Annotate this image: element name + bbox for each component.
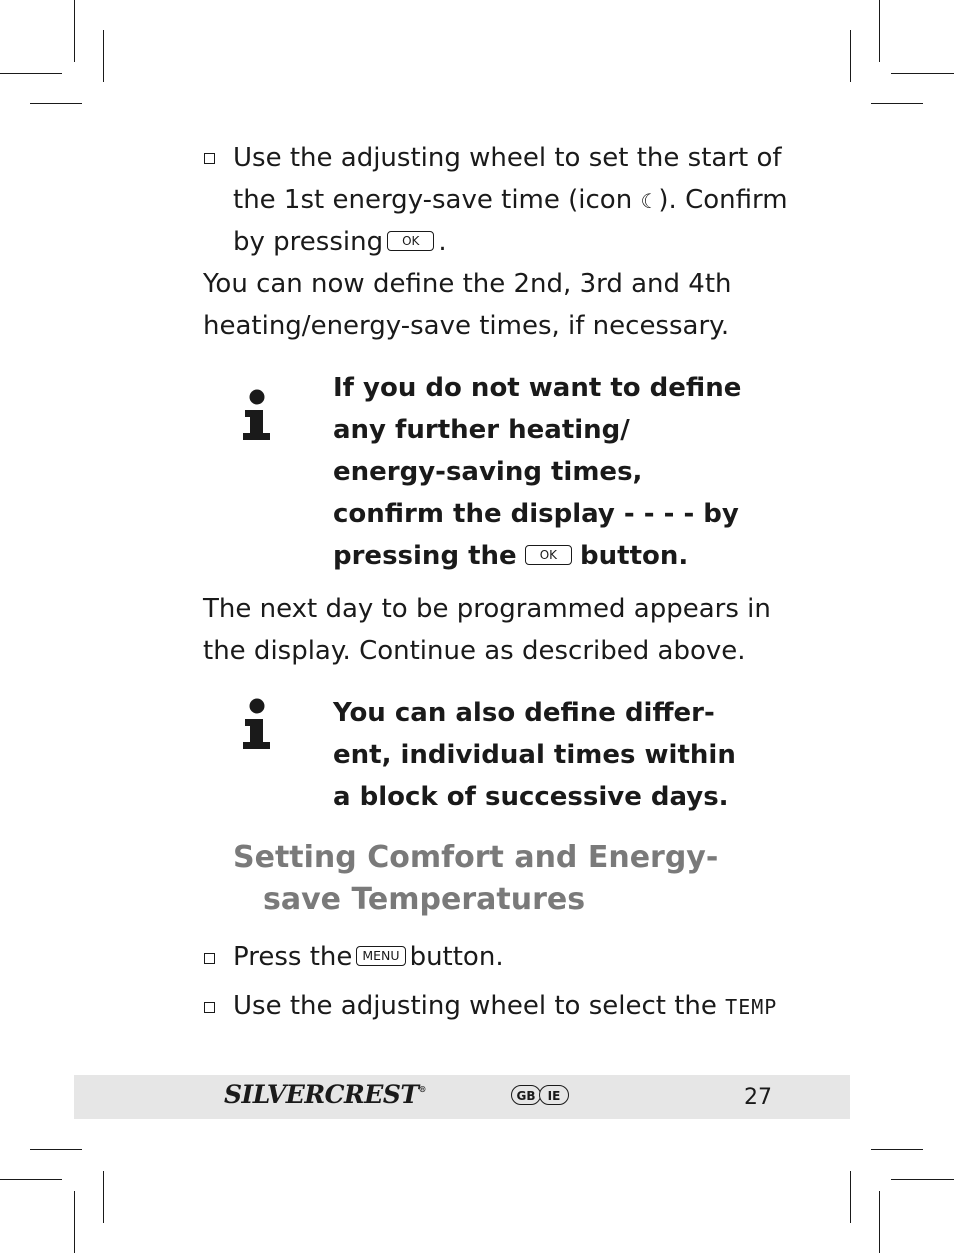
menu-key: MENU [356,946,405,966]
section-heading-line1: Setting Comfort and Energy- [233,840,719,875]
note1-line5-post: button. [580,541,689,571]
step3-line [233,985,777,1028]
country-codes [511,1085,567,1105]
registered-mark: ® [418,1084,426,1094]
section-heading-line2: save Temperatures [263,882,586,917]
crop-mark [103,1171,104,1223]
brand-logo [224,1080,426,1109]
crop-mark [74,1191,75,1253]
step1-line2-post: ). Confirm [658,185,788,215]
para2-line2: the display. Continue as described above. [203,636,746,666]
step1-line1: Use the adjusting wheel to set the start of [233,143,782,173]
step1-line3-post: . [438,227,447,257]
crop-mark [879,1191,880,1253]
note2-line3: a block of successive days. [333,782,729,812]
crop-mark [74,0,75,62]
info-icon [240,388,274,444]
crop-mark [0,1179,62,1180]
step1-line3 [233,221,447,263]
step3-text: Use the adjusting wheel to select the [233,991,717,1021]
crop-mark [879,0,880,62]
country-code-gb: GB [511,1085,541,1105]
para1-line1: You can now define the 2nd, 3rd and 4th [203,269,732,299]
crop-mark [850,1171,851,1223]
note1-line3: energy-saving times, [333,457,643,487]
crop-mark [891,73,954,74]
moon-icon: ☾ [640,189,659,213]
note2-line2: ent, individual times within [333,740,736,770]
para1-line2: heating/energy-save times, if necessary. [203,311,730,341]
note1-line1: If you do not want to define [333,373,742,403]
country-code-ie: IE [539,1085,569,1105]
crop-mark [871,1149,923,1150]
step2-post: button. [409,942,504,972]
step1-line2 [233,179,788,222]
crop-mark [30,103,82,104]
para2-line1: The next day to be programmed appears in [203,594,771,624]
note1-line5-pre: pressing the [333,541,517,571]
crop-mark [103,30,104,82]
page-number: 27 [744,1085,772,1110]
crop-mark [30,1149,82,1150]
crop-mark [850,30,851,82]
step1-line2-pre: the 1st energy-save time (icon [233,185,641,215]
brand-name: SILVERCREST [224,1080,419,1109]
crop-mark [0,73,62,74]
step-checkbox [204,1002,215,1013]
note1-line4: confirm the display - - - - by [333,499,739,529]
note1-line2: any further heating/ [333,415,630,445]
step2-pre: Press the [233,942,353,972]
step-checkbox [204,953,215,964]
step1-line3-pre: by pressing [233,227,384,257]
note2-line1: You can also define differ- [333,698,715,728]
crop-mark [871,103,923,104]
crop-mark [891,1179,954,1180]
lcd-temp-symbol: TEMP [725,995,778,1019]
step-checkbox [204,153,215,164]
step2-line [233,936,504,978]
ok-key: OK [525,545,572,565]
info-icon [240,697,274,753]
page-footer [74,1075,850,1119]
ok-key: OK [387,231,434,251]
note1-line5 [333,535,688,577]
